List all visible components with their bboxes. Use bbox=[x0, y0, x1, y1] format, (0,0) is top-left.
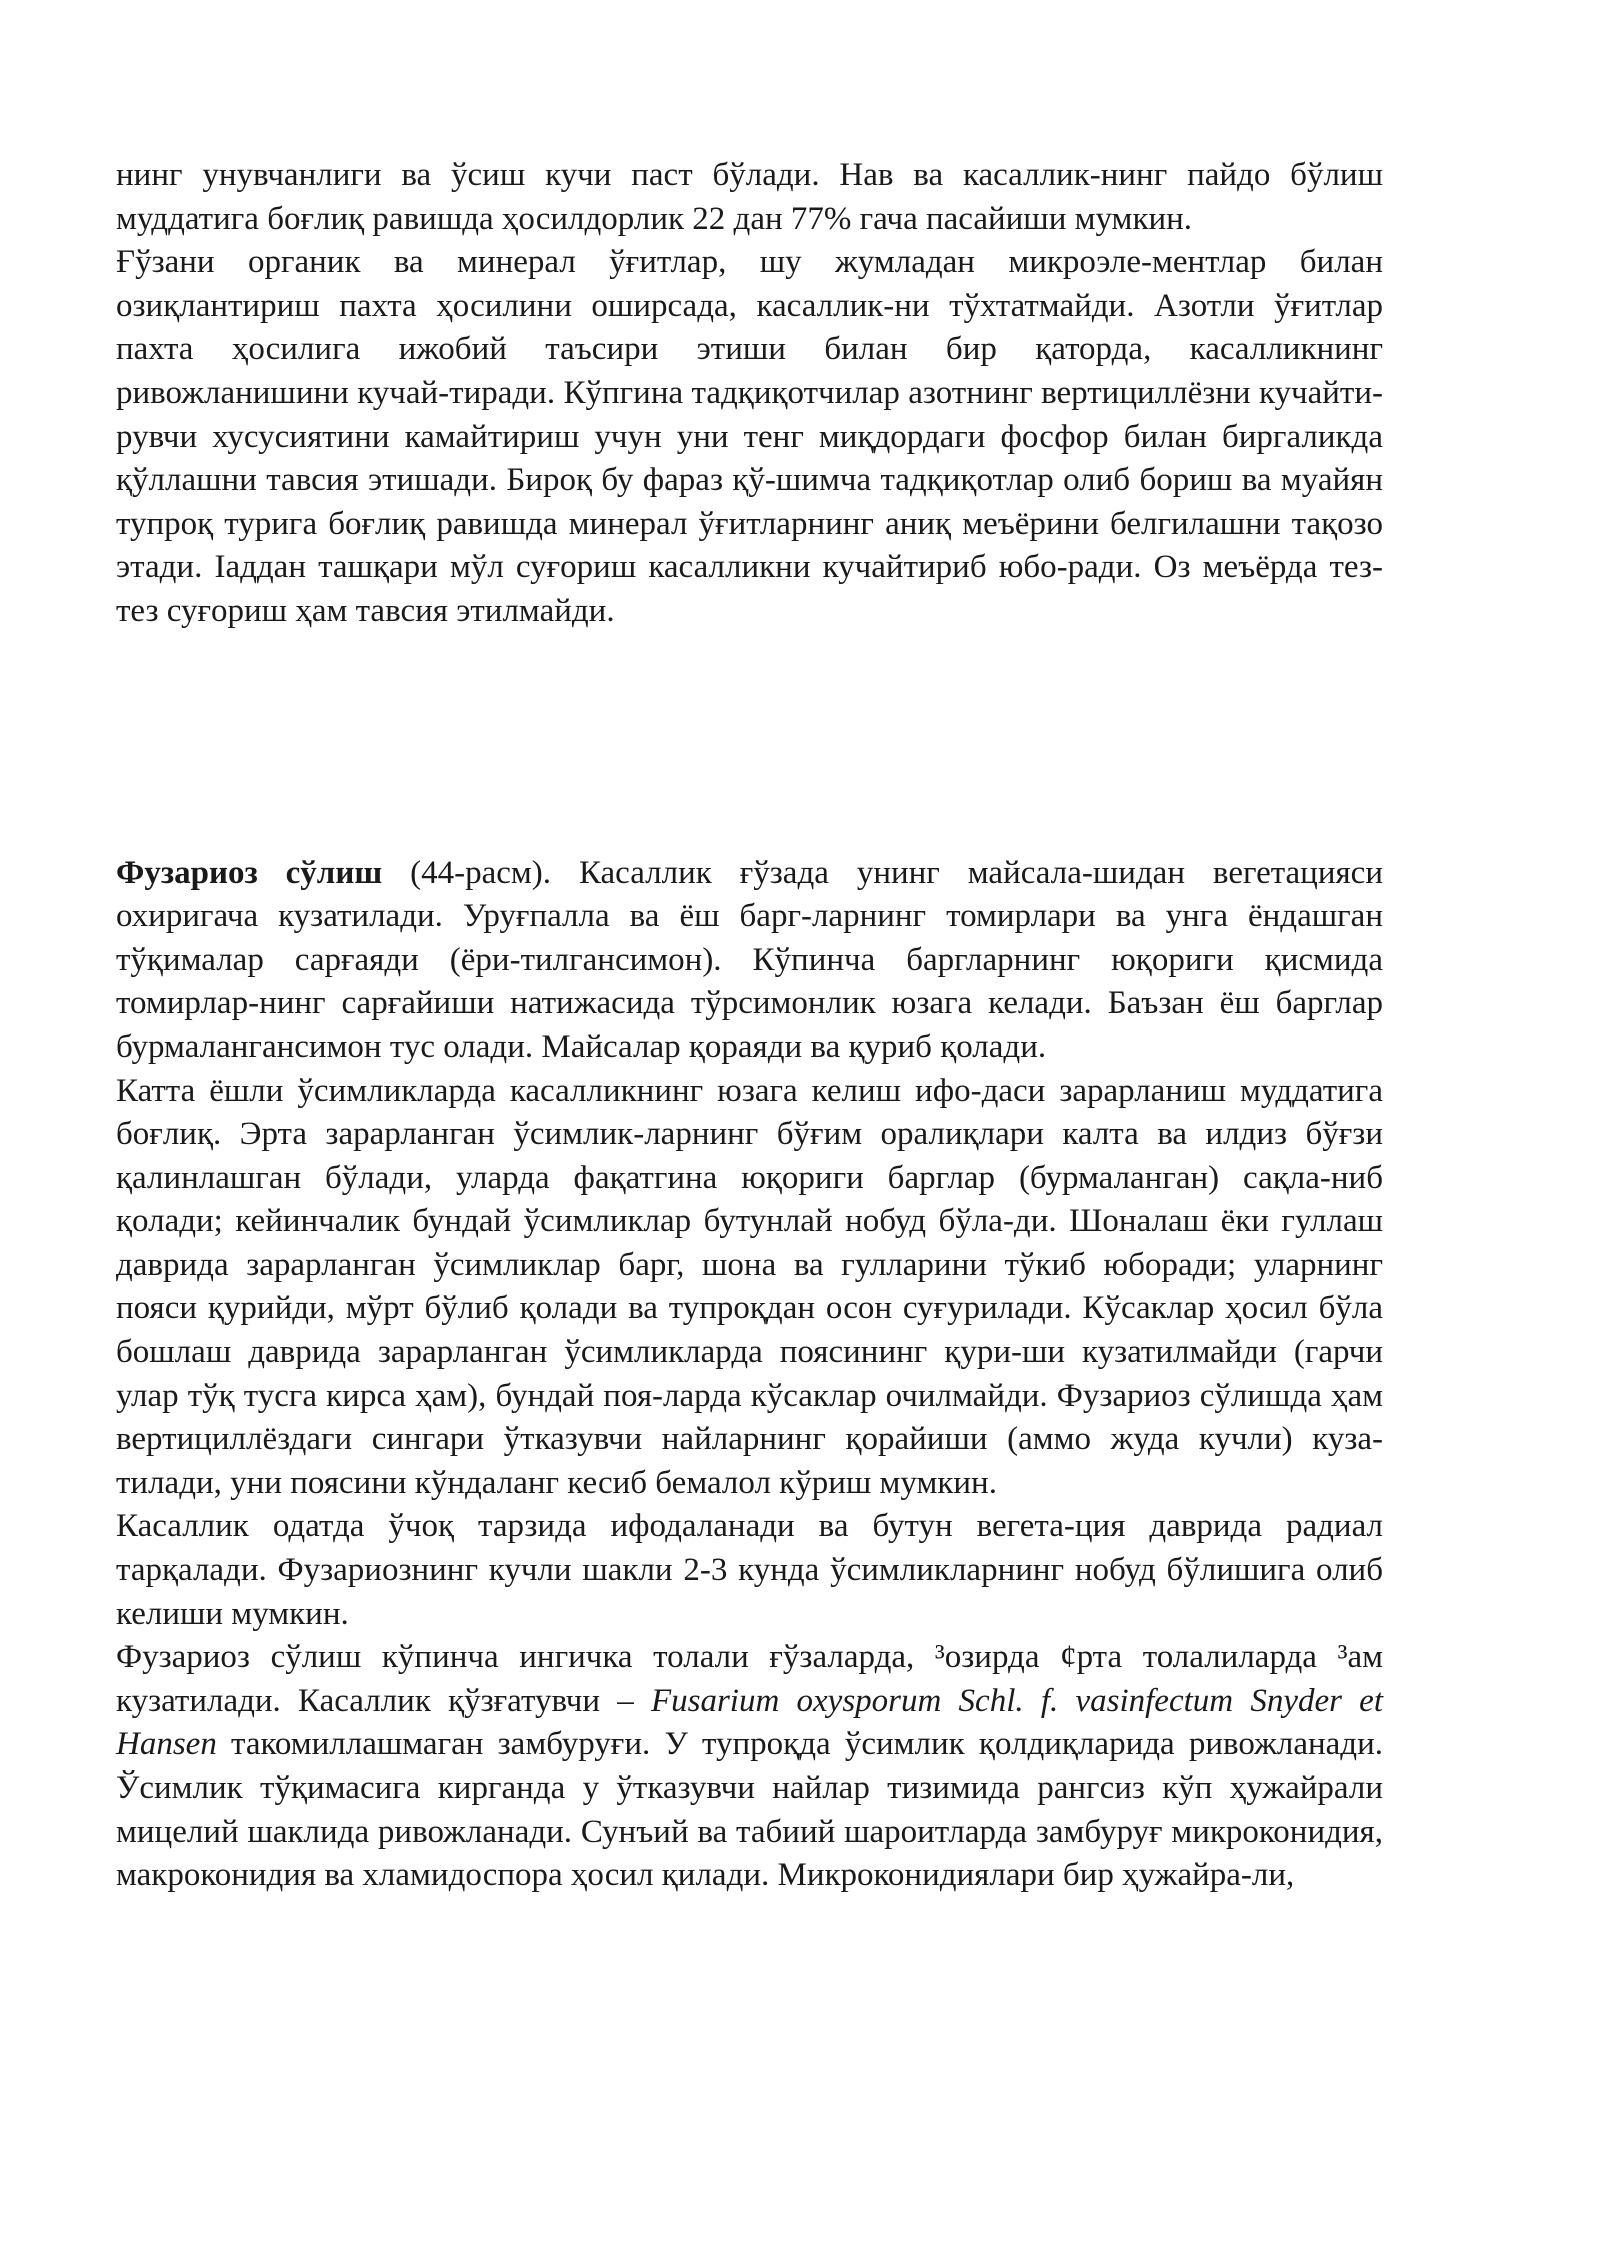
paragraph-3 bbox=[116, 852, 1383, 1070]
section-heading: Фузариоз сўлиш bbox=[116, 854, 383, 891]
document-page bbox=[116, 154, 1383, 1898]
paragraph-3-text: (44-расм). Касаллик ғўзада унинг майсала-шидан вегетацияси охиригача кузатилади. Уруғпалла ва ёш барг-ларнинг томирлари ва унга ёндашган тўқималар сарғаяди (ёри-тилгансимон). Кўпинча баргларнинг юқориги қисмида томирлар-нинг сарғайиши натижасида тўрсимонлик юзага келади. Баъзан ёш барглар бурмалангансимон тус олади. Майсалар қораяди ва қуриб қолади. bbox=[116, 854, 1383, 1065]
paragraph-2: Ғўзани органик ва минерал ўғитлар, шу жумладан микроэле-ментлар билан озиқлантириш пахта ҳосилини оширсада, касаллик-ни тўхтатмайди. Азотли ўғитлар пахта ҳосилига ижобий таъсири этиши билан бир қаторда, касалликнинг ривожланишини кучай-тиради. Кўпгина тадқиқотчилар азотнинг вертициллёзни кучайти-рувчи хусусиятини камайтириш учун уни тенг миқдордаги фосфор билан биргаликда қўллашни тавсия этишади. Бироқ бу фараз қў-шимча тадқиқотлар олиб бориш ва муайян тупроқ турига боғлиқ равишда минерал ўғитларнинг аниқ меъёрини белгилашни тақозо этади. Іаддан ташқари мўл суғориш касалликни кучайтириб юбо-ради. Оз меъёрда тез-тез суғориш ҳам тавсия этилмайди. bbox=[116, 244, 1383, 629]
section-gap bbox=[116, 634, 1383, 852]
paragraph-6-text-a: Фузариоз сўлиш кўпинча ингичка толали ғўзаларда, ³озирда ¢рта толалиларда ³ам кузатилади. Касаллик қўзғатувчи – bbox=[116, 1639, 1383, 1719]
paragraph-6 bbox=[116, 1636, 1383, 1898]
species-name: Fusarium oxysporum Schl. f. vasinfectum Snyder et Hansen bbox=[116, 1682, 1383, 1763]
paragraph-1: нинг унувчанлиги ва ўсиш кучи паст бўлади. Нав ва касаллик-нинг пайдо бўлиш муддатига боғлиқ равишда ҳосилдорлик 22 дан 77% гача пасайиши мумкин. bbox=[116, 157, 1383, 237]
paragraph-6-text-b: такомиллашмаган замбуруғи. У тупроқда ўсимлик қолдиқларида ривожланади. Ўсимлик тўқимасига кирганда у ўтказувчи найлар тизимида рангсиз кўп ҳужайрали мицелий шаклида ривожланади. Сунъий ва табиий шароитларда замбуруғ микроконидия, макроконидия ва хламидоспора ҳосил қилади. Микроконидиялари бир ҳужайра-ли, bbox=[116, 1726, 1383, 1894]
paragraph-5: Касаллик одатда ўчоқ тарзида ифодаланади ва бутун вегета-ция даврида радиал тарқалади. Фузариознинг кучли шакли 2-3 кунда ўсимликларнинг нобуд бўлишига олиб келиши мумкин. bbox=[116, 1508, 1383, 1632]
paragraph-4: Катта ёшли ўсимликларда касалликнинг юзага келиш ифо-даси зарарланиш муддатига боғлиқ. Эрта зарарланган ўсимлик-ларнинг бўғим оралиқлари калта ва илдиз бўғзи қалинлашган бўлади, уларда фақатгина юқориги барглар (бурмаланган) сақла-ниб қолади; кейинчалик бундай ўсимликлар бутунлай нобуд бўла-ди. Шоналаш ёки гуллаш даврида зарарланган ўсимликлар барг, шона ва гулларини тўкиб юборади; уларнинг пояси қурийди, мўрт бўлиб қолади ва тупроқдан осон суғурилади. Кўсаклар ҳосил бўла бошлаш даврида зарарланган ўсимликларда поясининг қури-ши кузатилмайди (гарчи улар тўқ тусга кирса ҳам), бундай поя-ларда кўсаклар очилмайди. Фузариоз сўлишда ҳам вертициллёздаги сингари ўтказувчи найларнинг қорайиши (аммо жуда кучли) куза-тилади, уни поясини кўндаланг кесиб бемалол кўриш мумкин. bbox=[116, 1072, 1383, 1501]
